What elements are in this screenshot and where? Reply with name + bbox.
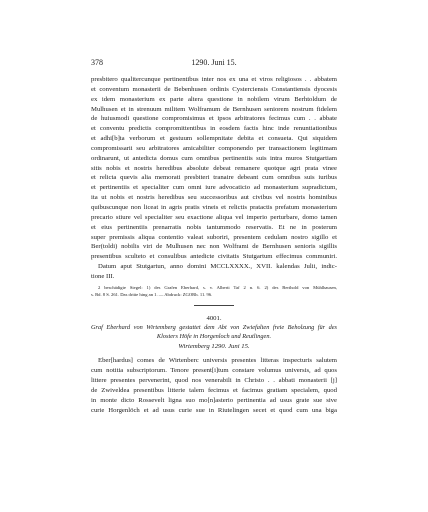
- dating-clause: Datum aput Stutgartun, anno domini MCCLXXXX., XVII. kalendas Julii, indic-: [98, 263, 337, 271]
- text-line: cum notitia subscriptorum. Tenore present[i]tum constare volumus universis, ad quos: [91, 367, 337, 375]
- section-divider: [91, 299, 337, 310]
- footnote-line: 2 beschädigte Siegel: 1) des Grafen Eberhard, s. v. Alberti Taf 2 n. 6. 2) des Berthold von Mühlhausen,: [98, 284, 337, 290]
- text-line: tione III.: [91, 272, 115, 280]
- text-line: presbitero qualitercunque pertinentibus inter nos ex una et viros religiosos . . abbatem: [91, 76, 337, 83]
- charter-4000-text: [91, 75, 337, 282]
- text-line: Mulhusen et in strenuum militem Wolframum de Bernhusen seniorem nostrum fidelem: [91, 105, 337, 113]
- text-line: ita ut nobis et nostris heredibus seu successoribus aut civibus vel nostris hominibus: [91, 194, 337, 202]
- text-line: Eber[hardus] comes de Wirtenberc universis presentes litteras inspecturis salutem: [98, 357, 337, 365]
- document-body: [91, 75, 337, 416]
- text-line: et eius pertinentiis prenarratis nobis tantummodo reservatis. Et ne in posterum: [91, 223, 337, 231]
- footnote-line: s. Bd. 8 S. 261. Das dritte hing an 1. — Abdruck: ZGORh. 11. 96.: [91, 291, 213, 297]
- footnotes: [91, 285, 337, 299]
- place-and-date: Wirtemberg 1290. Juni 15.: [178, 342, 250, 350]
- charter-number: 4001.: [206, 314, 222, 322]
- text-line: et relicta quevis alia memorati presbiteri tranaire debeant cum omnibus suis iuribus: [91, 174, 337, 182]
- text-line: ordinarunt, ut antedicta domus cum omnibus pertinentiis suis intra muros Stutgartiam: [91, 154, 337, 162]
- running-title: 1290. Juni 15.: [191, 58, 237, 67]
- title-line: Klosters Höfe in Horgenloch und Reutlingen.: [156, 333, 272, 341]
- text-line: in monte dicto Rossevelt ligna suo mo[n]asterio pertinentia ad usus grate sue sive: [91, 396, 337, 404]
- text-line: sitis nobis et nostris heredibus absolute debeat remanere quotque agri prata vinee: [91, 164, 337, 172]
- text-line: et adhi[b]ta verborum et gestuum sollempnitate debita et consueta. Qui siquidem: [91, 135, 337, 143]
- text-line: compromissarii seu arbitratores amicabiliter componendo per transactionem legitimam: [91, 144, 337, 152]
- text-line: de huiusmodi questione compromisimus et ipsos arbitratores fecimus cum . . abbate: [91, 115, 337, 123]
- text-line: et conventum monasterii de Bebenhusen ordinis Cysterciensis Constantiensis dyocesis: [91, 85, 337, 93]
- text-line: littere presentes pervenerint, quod nos venerabili in Christo . . abbati monasterii [j]: [91, 377, 337, 385]
- text-line: presentibus sculteto et consulibus antedicte civitatis Stutgartum effecimus communiri.: [91, 253, 337, 261]
- text-line: et conventu predictis compromittentibus in eosdem factis hinc inde renuntiationibus: [91, 125, 337, 133]
- title-line: Graf Eberhard von Wirtemberg gestattet dem Abt von Zwiefalten freie Beholzung für des: [91, 323, 337, 331]
- text-line: Ber(toldi) nobilis viri de Mulhusen nec non Wolframi de Bernhusen senioris sigillis: [91, 243, 337, 251]
- text-line: ex idem monasterium ex parte altera questione in nobilem virum Berhtoldum de: [91, 95, 337, 103]
- text-line: et pertinentiis et specialiter cum omni iure advocaticio ad monasterium supradictum,: [91, 184, 337, 192]
- text-line: curie Horgenlöch et ad usus curie sue in Riutelingen secet et quod cum una biga: [91, 406, 337, 414]
- charter-4001-title: [91, 323, 337, 342]
- text-line: precario stiure vel specialiter seu exactione aliqua vel imperio perturbare, domo tamen: [91, 213, 337, 221]
- text-line: super premissis aliqua contentio valeat suboriri, presentem cedulam nostro sigillo et: [91, 233, 337, 241]
- charter-4001-text: [91, 356, 337, 415]
- page-header: [91, 57, 337, 69]
- text-line: de Zwiveldea presentibus litterie talem fecimus et facimus gratiam specialem, quod: [91, 387, 337, 395]
- text-line: quibuscunque non liceat in agris pratis vineis et relictis pratactis prefatum monasterium: [91, 203, 337, 211]
- page-number: 378: [91, 58, 103, 67]
